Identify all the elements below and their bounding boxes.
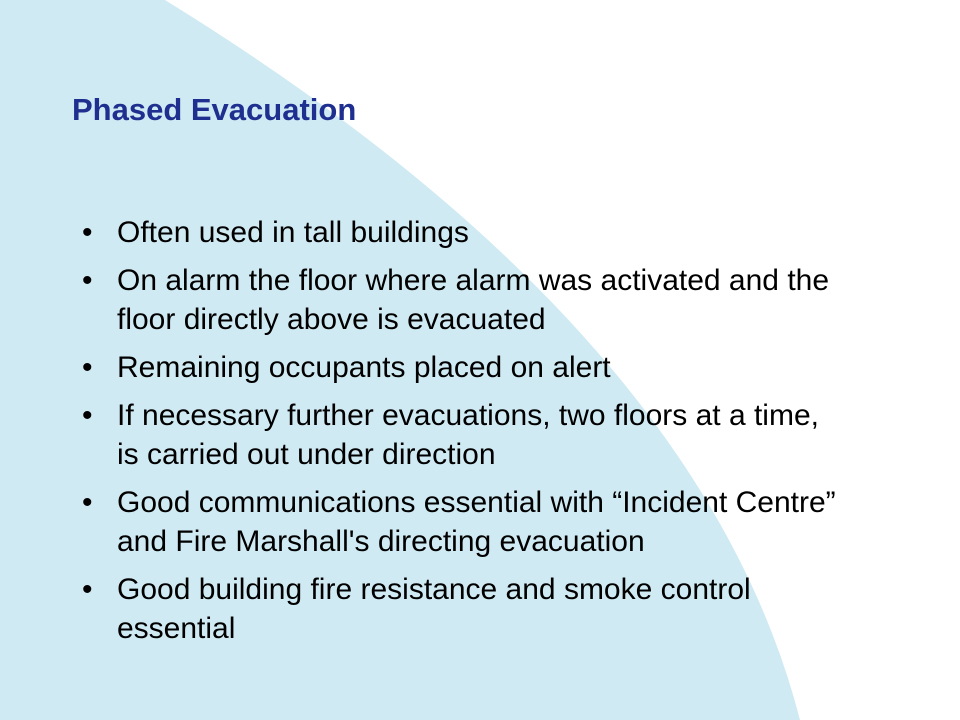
- bullet-item: [76, 483, 836, 561]
- bullet-dot: •: [82, 399, 93, 432]
- bullet-dot: •: [82, 573, 93, 606]
- bullet-item: [76, 348, 836, 387]
- bullet-item: [76, 261, 836, 339]
- bullet-text: Remaining occupants placed on alert: [117, 351, 611, 384]
- bullet-text: If necessary further evacuations, two floors at a time, is carried out under direction: [117, 399, 819, 471]
- bullet-item: [76, 570, 836, 648]
- bullet-item: [76, 213, 836, 252]
- bullet-text: Good building fire resistance and smoke control essential: [117, 573, 751, 645]
- bullet-text: On alarm the floor where alarm was activated and the floor directly above is evacuated: [117, 264, 830, 336]
- bullet-dot: •: [82, 216, 93, 249]
- bullet-text: Often used in tall buildings: [117, 216, 469, 249]
- slide-title: Phased Evacuation: [72, 92, 357, 127]
- bullet-text: Good communications essential with “Incident Centre” and Fire Marshall's directing evacuation: [117, 486, 836, 558]
- bullet-dot: •: [82, 486, 93, 519]
- bullet-list: [76, 213, 836, 657]
- bullet-dot: •: [82, 264, 93, 297]
- bullet-dot: •: [82, 351, 93, 384]
- bullet-item: [76, 396, 836, 474]
